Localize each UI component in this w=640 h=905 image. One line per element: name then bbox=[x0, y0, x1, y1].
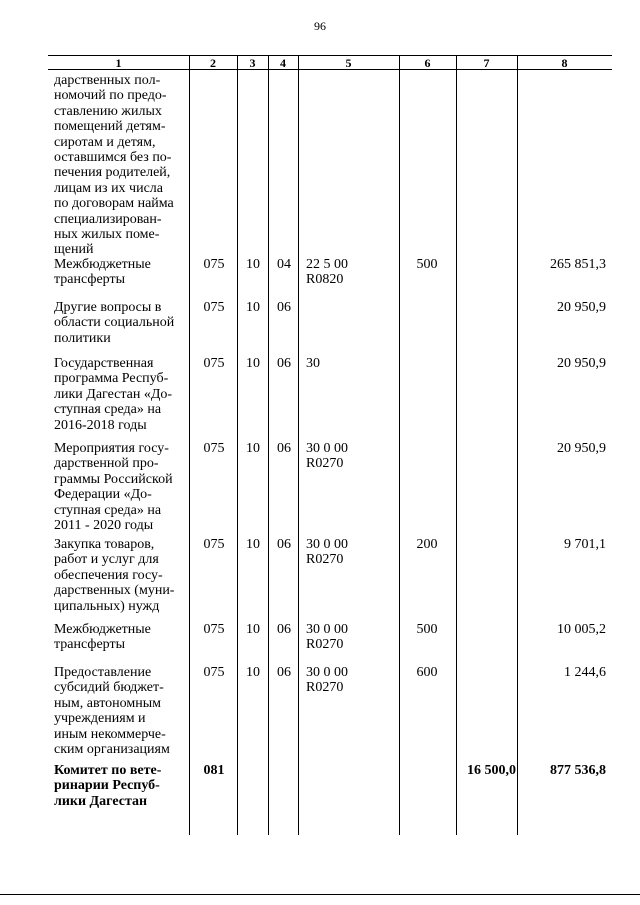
column-divider bbox=[189, 55, 190, 835]
row-subsection: 06 bbox=[277, 356, 291, 371]
row-expense-type: 200 bbox=[416, 537, 438, 552]
row-admin-code: 075 bbox=[203, 665, 225, 680]
row-admin-code: 081 bbox=[203, 763, 225, 778]
row-amount: 20 950,9 bbox=[557, 441, 606, 456]
header-col-4: 4 bbox=[280, 56, 286, 70]
budget-table bbox=[48, 55, 612, 835]
row-admin-code: 075 bbox=[203, 441, 225, 456]
row-target-article: 30 0 00 R0270 bbox=[306, 537, 348, 568]
row-admin-code: 075 bbox=[203, 300, 225, 315]
row-subsection: 04 bbox=[277, 257, 291, 272]
row-admin-code: 075 bbox=[203, 622, 225, 637]
row-name: дарственных пол- номочий по предо- ставлению жилых помещений детям- сиротам и детям, оставшимся без по- печения родителей, лицам из их числа по договорам найма специализирован- ных жилых поме- щений bbox=[54, 73, 174, 258]
row-subsection: 06 bbox=[277, 441, 291, 456]
row-section: 10 bbox=[246, 441, 260, 456]
column-divider bbox=[456, 55, 457, 835]
row-section: 10 bbox=[246, 622, 260, 637]
row-amount-col7: 16 500,0 bbox=[467, 763, 516, 778]
row-amount: 1 244,6 bbox=[564, 665, 606, 680]
row-section: 10 bbox=[246, 356, 260, 371]
header-col-5: 5 bbox=[345, 56, 352, 70]
row-name: Государственная программа Респуб- лики Дагестан «До- ступная среда» на 2016-2018 годы bbox=[54, 356, 173, 433]
row-section: 10 bbox=[246, 665, 260, 680]
row-name: Комитет по вете- ринарии Респуб- лики Дагестан bbox=[54, 763, 162, 809]
row-name: Мероприятия госу- дарственной про- граммы Российской Федерации «До- ступная среда» на 2011 - 2020 годы bbox=[54, 441, 173, 534]
row-amount: 20 950,9 bbox=[557, 300, 606, 315]
row-amount: 20 950,9 bbox=[557, 356, 606, 371]
header-col-8: 8 bbox=[561, 56, 568, 70]
column-divider bbox=[298, 55, 299, 835]
row-section: 10 bbox=[246, 300, 260, 315]
header-col-6: 6 bbox=[424, 56, 431, 70]
header-col-2: 2 bbox=[210, 56, 216, 70]
header-col-3: 3 bbox=[249, 56, 256, 70]
page-bottom-edge bbox=[0, 894, 640, 895]
row-expense-type: 500 bbox=[416, 622, 438, 637]
row-subsection: 06 bbox=[277, 537, 291, 552]
row-target-article: 22 5 00 R0820 bbox=[306, 257, 348, 288]
row-target-article: 30 0 00 R0270 bbox=[306, 622, 348, 653]
row-target-article: 30 0 00 R0270 bbox=[306, 441, 348, 472]
row-name: Межбюджетные трансферты bbox=[54, 622, 151, 653]
row-amount: 9 701,1 bbox=[564, 537, 606, 552]
row-admin-code: 075 bbox=[203, 356, 225, 371]
row-subsection: 06 bbox=[277, 300, 291, 315]
page-number: 96 bbox=[314, 19, 326, 33]
row-expense-type: 600 bbox=[416, 665, 438, 680]
row-name: Закупка товаров, работ и услуг для обеспечения госу- дарственных (муни- ципальных) нужд bbox=[54, 537, 175, 614]
column-divider bbox=[268, 55, 269, 835]
row-subsection: 06 bbox=[277, 622, 291, 637]
row-amount: 10 005,2 bbox=[557, 622, 606, 637]
row-target-article: 30 bbox=[306, 356, 320, 371]
row-section: 10 bbox=[246, 257, 260, 272]
row-name: Предоставление субсидий бюджет- ным, автономным учреждениям и иным некоммерче- ским организациям bbox=[54, 665, 170, 758]
row-admin-code: 075 bbox=[203, 257, 225, 272]
row-amount: 877 536,8 bbox=[550, 763, 606, 778]
row-section: 10 bbox=[246, 537, 260, 552]
header-col-1: 1 bbox=[115, 56, 122, 70]
row-amount: 265 851,3 bbox=[550, 257, 606, 272]
row-expense-type: 500 bbox=[416, 257, 438, 272]
row-name: Межбюджетные трансферты bbox=[54, 257, 151, 288]
row-name: Другие вопросы в области социальной политики bbox=[54, 300, 175, 346]
row-target-article: 30 0 00 R0270 bbox=[306, 665, 348, 696]
row-admin-code: 075 bbox=[203, 537, 225, 552]
header-col-7: 7 bbox=[483, 56, 490, 70]
row-subsection: 06 bbox=[277, 665, 291, 680]
